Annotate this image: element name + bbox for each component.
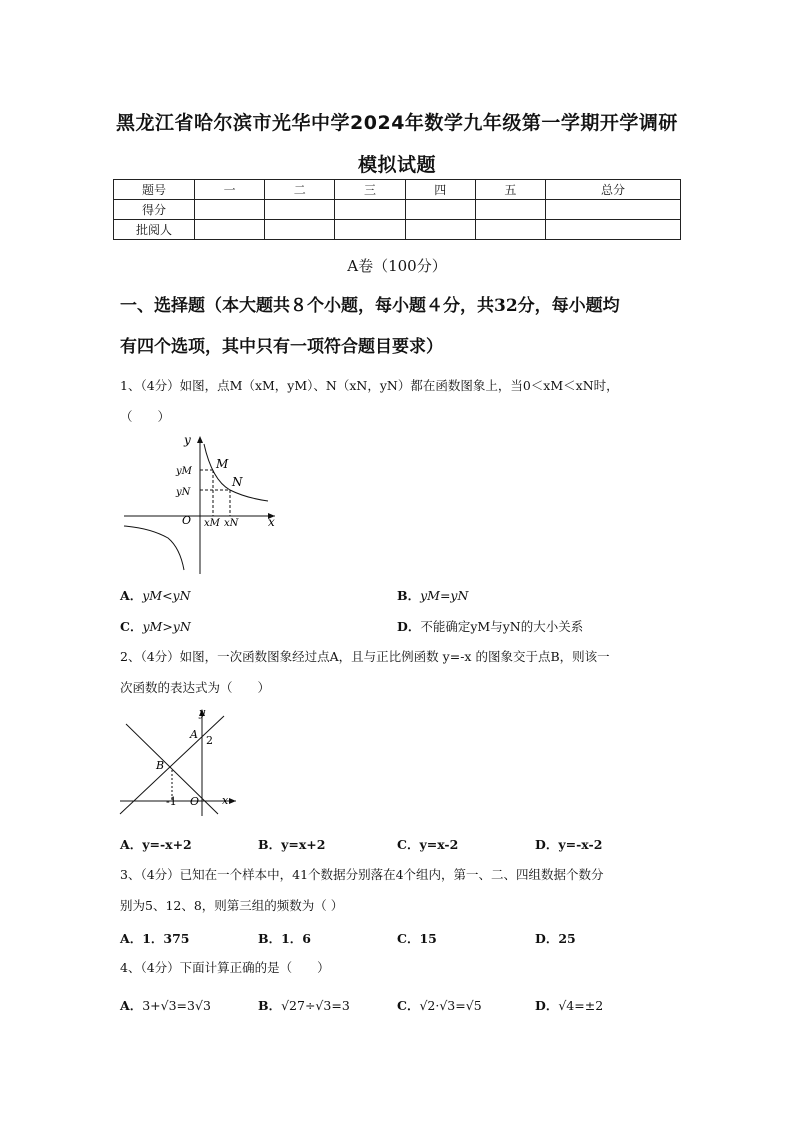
header-cell: 五 <box>475 180 545 200</box>
option-text: y=-x-2 <box>558 837 603 852</box>
ym-label: yM <box>176 466 192 477</box>
y-axis-label: y <box>199 706 206 719</box>
point-a-label: A <box>190 728 198 741</box>
question-1-paren: （ ） <box>120 409 171 424</box>
xn-label: xN <box>224 518 239 529</box>
option-key: B． <box>258 931 282 946</box>
option-key: D． <box>397 619 421 634</box>
option-text: y=-x+2 <box>142 837 192 852</box>
option-b[interactable] <box>397 586 468 604</box>
part-heading-line1: 一、选择题（本大题共８个小题，每小题４分，共32分，每小题均 <box>120 296 620 316</box>
point-b-label: B <box>156 759 165 772</box>
origin-label: O <box>182 514 192 527</box>
option-text: yM>yN <box>142 619 191 634</box>
option-d[interactable] <box>535 835 602 853</box>
hyperbola-branch-2 <box>124 526 184 570</box>
reviewer-cell[interactable] <box>195 220 265 240</box>
option-a[interactable] <box>120 586 191 604</box>
option-text: √2·√3=√5 <box>419 998 482 1013</box>
reviewer-row <box>114 220 681 240</box>
header-cell: 总分 <box>546 180 681 200</box>
question-3-stem-line2: 别为5、12、8，则第三组的频数为（ ） <box>120 898 344 913</box>
option-text: 15 <box>419 931 437 946</box>
option-key: C． <box>397 931 420 946</box>
reviewer-cell[interactable] <box>265 220 335 240</box>
origin-label: O <box>190 795 200 808</box>
score-cell[interactable] <box>405 200 475 220</box>
question-3-stem <box>120 859 680 891</box>
x-axis-label: x <box>268 515 275 529</box>
option-key: C． <box>120 619 143 634</box>
score-cell[interactable] <box>335 200 405 220</box>
question-number: 1、（4分） <box>120 378 180 393</box>
option-c[interactable] <box>397 929 437 947</box>
point-n-label: N <box>232 475 243 489</box>
question-number: 4、（4分） <box>120 960 180 975</box>
option-key: B． <box>397 588 421 603</box>
x-value-label: -1 <box>166 795 177 808</box>
option-b[interactable] <box>258 835 325 853</box>
option-key: D． <box>535 998 559 1013</box>
score-cell[interactable] <box>475 200 545 220</box>
question-2-stem-line2: 次函数的表达式为（ ） <box>120 680 271 695</box>
point-m-label: M <box>216 457 229 471</box>
option-key: A． <box>120 837 143 852</box>
reviewer-cell[interactable] <box>405 220 475 240</box>
option-d[interactable] <box>397 617 583 635</box>
option-a[interactable] <box>120 835 192 853</box>
question-1-figure <box>120 432 280 577</box>
header-cell: 三 <box>335 180 405 200</box>
option-text: 3+√3=3√3 <box>142 998 211 1013</box>
page-title: 黑龙江省哈尔滨市光华中学2024年数学九年级第一学期开学调研 <box>116 112 678 134</box>
option-text: yM=yN <box>420 588 469 603</box>
question-4-stem <box>120 952 680 984</box>
hyperbola-branch-1 <box>204 444 268 501</box>
option-text: √4=±2 <box>558 998 604 1013</box>
option-c[interactable] <box>397 835 458 853</box>
y-axis-label: y <box>184 433 191 447</box>
option-b[interactable] <box>258 996 350 1014</box>
option-text: √27÷√3=3 <box>281 998 350 1013</box>
option-key: C． <box>397 837 420 852</box>
part-heading-line2: 有四个选项，其中只有一项符合题目要求） <box>120 337 443 357</box>
question-number: 3、（4分） <box>120 867 180 882</box>
score-table <box>113 179 681 240</box>
option-a[interactable] <box>120 929 190 947</box>
yn-label: yN <box>176 487 191 498</box>
header-cell: 四 <box>405 180 475 200</box>
option-key: D． <box>535 931 559 946</box>
reviewer-cell[interactable] <box>335 220 405 240</box>
reviewer-cell[interactable] <box>475 220 545 240</box>
option-key: B． <box>258 998 282 1013</box>
option-key: A． <box>120 931 143 946</box>
option-key: A． <box>120 588 143 603</box>
question-text: 如图，点M（xM，yM）、N（xN，yN）都在函数图象上，当0＜xM＜xN时， <box>179 378 619 393</box>
option-text: yM<yN <box>142 588 191 603</box>
question-text: 如图，一次函数图象经过点A，且与正比例函数 y=-x 的图象交于点B，则该一 <box>179 649 610 664</box>
option-text: 1．375 <box>142 931 190 946</box>
x-axis-arrow <box>229 798 236 804</box>
option-key: A． <box>120 998 143 1013</box>
header-cell: 一 <box>195 180 265 200</box>
option-key: C． <box>397 998 420 1013</box>
option-d[interactable] <box>535 996 603 1014</box>
score-cell[interactable] <box>546 200 681 220</box>
option-text: y=x-2 <box>419 837 459 852</box>
y-axis-arrow <box>197 436 203 443</box>
question-1-stem <box>120 370 680 402</box>
option-text: y=x+2 <box>281 837 326 852</box>
option-key: B． <box>258 837 282 852</box>
row-label: 批阅人 <box>114 220 195 240</box>
option-key: D． <box>535 837 559 852</box>
reviewer-cell[interactable] <box>546 220 681 240</box>
question-number: 2、（4分） <box>120 649 180 664</box>
question-text: 下面计算正确的是（ ） <box>179 960 330 975</box>
row-label: 得分 <box>114 200 195 220</box>
xm-label: xM <box>204 518 220 529</box>
question-2-figure <box>118 706 238 818</box>
option-a[interactable] <box>120 996 211 1014</box>
option-d[interactable] <box>535 929 576 947</box>
option-c[interactable] <box>397 996 482 1014</box>
question-2-stem <box>120 641 680 673</box>
header-cell: 题号 <box>114 180 195 200</box>
option-text: 1．6 <box>281 931 311 946</box>
header-cell: 二 <box>265 180 335 200</box>
option-text: 25 <box>558 931 576 946</box>
question-text: 已知在一个样本中，41个数据分别落在4个组内，第一、二、四组数据个数分 <box>179 867 604 882</box>
score-cell[interactable] <box>265 200 335 220</box>
score-cell[interactable] <box>195 200 265 220</box>
y-intercept-label: 2 <box>206 734 213 747</box>
score-row <box>114 200 681 220</box>
option-c[interactable] <box>120 617 191 635</box>
score-table-header-row <box>114 180 681 200</box>
section-heading: A卷（100分） <box>347 257 447 275</box>
page-title-line2: 模拟试题 <box>357 154 436 176</box>
option-text: 不能确定yM与yN的大小关系 <box>420 619 584 634</box>
x-axis-label: x <box>222 794 229 807</box>
option-b[interactable] <box>258 929 311 947</box>
